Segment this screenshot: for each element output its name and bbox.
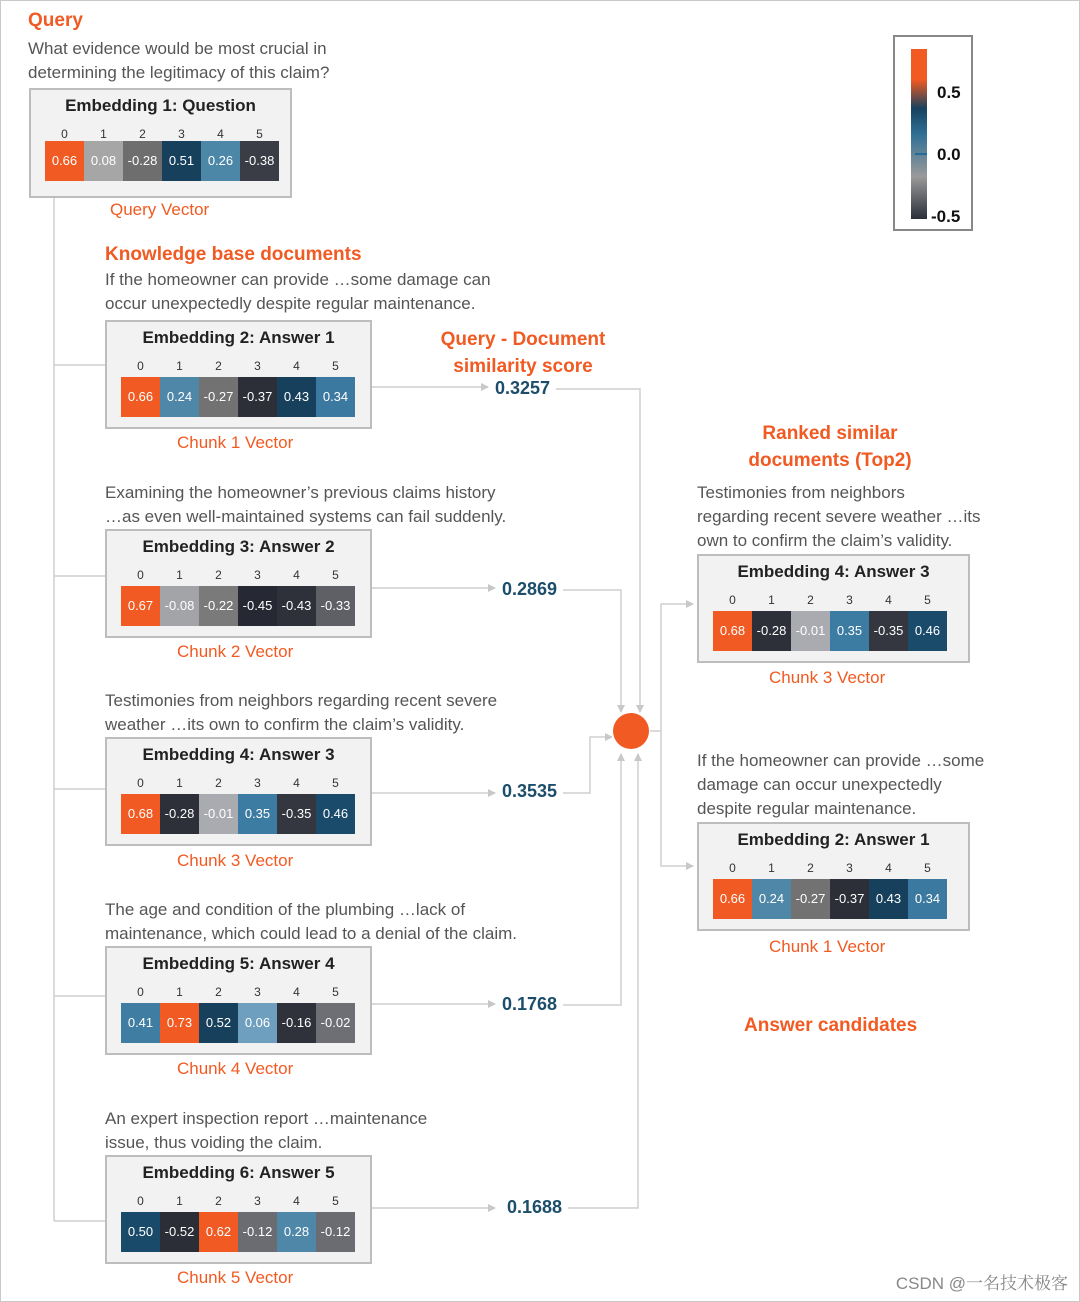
ranked-document-text-line: own to confirm the claim’s validity. bbox=[697, 531, 953, 550]
embedding-value-cell: 0.67 bbox=[121, 586, 160, 626]
dimension-index: 4 bbox=[293, 985, 300, 999]
dimension-index: 2 bbox=[215, 776, 222, 790]
dimension-index: 0 bbox=[137, 359, 144, 373]
link-score4-merge bbox=[563, 754, 621, 1005]
embedding-value-cell: -0.01 bbox=[791, 611, 830, 651]
link-score5-merge bbox=[568, 754, 638, 1208]
embedding-value-cell: 0.24 bbox=[160, 377, 199, 417]
embedding-value-cell: 0.43 bbox=[869, 879, 908, 919]
link-score2-merge bbox=[563, 590, 621, 712]
dimension-index: 5 bbox=[332, 359, 339, 373]
dimension-index: 1 bbox=[176, 1194, 183, 1208]
kb-embedding-5-title: Embedding 6: Answer 5 bbox=[142, 1163, 335, 1182]
dimension-index: 0 bbox=[137, 1194, 144, 1208]
embedding-value-cell: -0.12 bbox=[238, 1212, 277, 1252]
embedding-value-cell: 0.62 bbox=[199, 1212, 238, 1252]
dimension-index: 3 bbox=[254, 776, 261, 790]
kb-document-text-line: The age and condition of the plumbing …lack of bbox=[105, 900, 466, 919]
dimension-index: 1 bbox=[176, 776, 183, 790]
dimension-index: 3 bbox=[178, 127, 185, 141]
dimension-index: 0 bbox=[61, 127, 68, 141]
dimension-index: 4 bbox=[217, 127, 224, 141]
embedding-value-cell: 0.66 bbox=[45, 141, 84, 181]
kb-embedding-4-title: Embedding 5: Answer 4 bbox=[142, 954, 335, 973]
embedding-value-cell: 0.35 bbox=[238, 794, 277, 834]
embedding-value-cell: 0.68 bbox=[713, 611, 752, 651]
dimension-index: 5 bbox=[332, 568, 339, 582]
color-scale-bar bbox=[911, 49, 927, 219]
legend-label-mid: 0.0 bbox=[937, 145, 961, 164]
dimension-index: 5 bbox=[924, 593, 931, 607]
kb-document-text-line: issue, thus voiding the claim. bbox=[105, 1133, 323, 1152]
similarity-score: 0.3257 bbox=[495, 378, 551, 398]
embedding-value-cell: -0.33 bbox=[316, 586, 355, 626]
link-score3-merge bbox=[563, 737, 612, 793]
similarity-score: 0.1688 bbox=[507, 1197, 563, 1217]
dimension-index: 1 bbox=[100, 127, 107, 141]
ranked-heading: Ranked similar documents (Top2) bbox=[748, 423, 912, 471]
dimension-index: 1 bbox=[176, 568, 183, 582]
dimension-index: 5 bbox=[332, 1194, 339, 1208]
ranked-embedding-1-box bbox=[697, 554, 970, 663]
embedding-value-cell: -0.37 bbox=[238, 377, 277, 417]
embedding-value-cell: -0.28 bbox=[752, 611, 791, 651]
embedding-value-cell: 0.51 bbox=[162, 141, 201, 181]
embedding-value-cell: 0.46 bbox=[908, 611, 947, 651]
dimension-index: 1 bbox=[176, 359, 183, 373]
kb-document-text-line: …as even well-maintained systems can fail suddenly. bbox=[105, 507, 507, 526]
legend-zero-tick bbox=[915, 153, 927, 155]
watermark: CSDN @一名技术极客 bbox=[895, 1274, 1068, 1293]
kb-document-text bbox=[105, 268, 565, 316]
embedding-value-cell: -0.35 bbox=[277, 794, 316, 834]
dimension-index: 4 bbox=[293, 776, 300, 790]
dimension-index: 0 bbox=[137, 568, 144, 582]
kb-embedding-4-box bbox=[105, 946, 372, 1055]
kb-embedding-2-box bbox=[105, 529, 372, 638]
dimension-index: 5 bbox=[924, 861, 931, 875]
link-merge-ranked bbox=[650, 604, 693, 731]
dimension-index: 4 bbox=[293, 1194, 300, 1208]
embedding-value-cell: 0.24 bbox=[752, 879, 791, 919]
embedding-value-cell: -0.01 bbox=[199, 794, 238, 834]
kb-embedding-1-box bbox=[105, 320, 372, 429]
dimension-index: 2 bbox=[807, 861, 814, 875]
ranked-embedding-2-title: Embedding 2: Answer 1 bbox=[737, 830, 930, 849]
chunk-vector-label: Chunk 2 Vector bbox=[177, 642, 294, 661]
kb-document-text bbox=[105, 481, 565, 529]
embedding-value-cell: -0.52 bbox=[160, 1212, 199, 1252]
embedding-value-cell: -0.27 bbox=[791, 879, 830, 919]
ranked-document-text-line: Testimonies from neighbors bbox=[697, 483, 905, 502]
dimension-index: 0 bbox=[137, 985, 144, 999]
kb-embedding-5-box bbox=[105, 1155, 372, 1264]
kb-document-text bbox=[105, 1107, 565, 1155]
dimension-index: 5 bbox=[332, 776, 339, 790]
knowledge-base-heading: Knowledge base documents bbox=[105, 244, 362, 265]
kb-embedding-3-title: Embedding 4: Answer 3 bbox=[142, 745, 335, 764]
embedding-value-cell: -0.35 bbox=[869, 611, 908, 651]
embedding-value-cell: 0.34 bbox=[316, 377, 355, 417]
merge-node bbox=[613, 713, 649, 749]
legend-label-high: 0.5 bbox=[937, 83, 961, 102]
kb-embedding-3-box bbox=[105, 737, 372, 846]
dimension-index: 3 bbox=[846, 593, 853, 607]
kb-document-text bbox=[105, 689, 565, 737]
kb-document-text-line: maintenance, which could lead to a denial of the claim. bbox=[105, 924, 518, 943]
dimension-index: 5 bbox=[256, 127, 263, 141]
link-merge-ranked-2 bbox=[661, 731, 693, 866]
similarity-score: 0.3535 bbox=[502, 781, 558, 801]
color-scale-legend bbox=[893, 35, 973, 231]
kb-embedding-2-title: Embedding 3: Answer 2 bbox=[142, 537, 335, 556]
dimension-index: 5 bbox=[332, 985, 339, 999]
dimension-index: 2 bbox=[139, 127, 146, 141]
query-vector-label: Query Vector bbox=[110, 200, 210, 219]
ranked-document-text bbox=[697, 481, 1007, 553]
chunk-vector-label: Chunk 3 Vector bbox=[769, 668, 886, 687]
ranked-document-text-line: despite regular maintenance. bbox=[697, 799, 917, 818]
embedding-value-cell: 0.73 bbox=[160, 1003, 199, 1043]
embedding-value-cell: -0.37 bbox=[830, 879, 869, 919]
dimension-index: 4 bbox=[885, 861, 892, 875]
legend-label-low: -0.5 bbox=[931, 207, 961, 226]
chunk-vector-label: Chunk 1 Vector bbox=[769, 937, 886, 956]
query-text: What evidence would be most crucial in determining the legitimacy of this claim? bbox=[28, 39, 330, 82]
similarity-score: 0.2869 bbox=[502, 579, 558, 599]
dimension-index: 0 bbox=[729, 861, 736, 875]
dimension-index: 2 bbox=[215, 359, 222, 373]
dimension-index: 2 bbox=[807, 593, 814, 607]
ranked-document-text-line: If the homeowner can provide …some bbox=[697, 751, 985, 770]
query-embedding-box bbox=[29, 88, 292, 198]
embedding-value-cell: 0.68 bbox=[121, 794, 160, 834]
chunk-vector-label: Chunk 3 Vector bbox=[177, 851, 294, 870]
dimension-index: 1 bbox=[768, 593, 775, 607]
dimension-index: 3 bbox=[254, 359, 261, 373]
chunk-vector-label: Chunk 5 Vector bbox=[177, 1268, 294, 1287]
query-embedding-title: Embedding 1: Question bbox=[65, 96, 256, 115]
kb-document-text-line: An expert inspection report …maintenance bbox=[105, 1109, 428, 1128]
ranked-embedding-2-box bbox=[697, 822, 970, 931]
embedding-value-cell: -0.16 bbox=[277, 1003, 316, 1043]
kb-document-text-line: Testimonies from neighbors regarding recent severe bbox=[105, 691, 498, 710]
dimension-index: 2 bbox=[215, 985, 222, 999]
embedding-value-cell: 0.66 bbox=[121, 377, 160, 417]
query-heading: Query bbox=[28, 10, 83, 31]
chunk-vector-label: Chunk 1 Vector bbox=[177, 433, 294, 452]
answer-candidates-label: Answer candidates bbox=[744, 1015, 918, 1036]
embedding-value-cell: 0.41 bbox=[121, 1003, 160, 1043]
dimension-index: 4 bbox=[293, 359, 300, 373]
dimension-index: 0 bbox=[137, 776, 144, 790]
embedding-value-cell: 0.50 bbox=[121, 1212, 160, 1252]
embedding-value-cell: -0.02 bbox=[316, 1003, 355, 1043]
dimension-index: 3 bbox=[254, 985, 261, 999]
ranked-document-text-line: regarding recent severe weather …its bbox=[697, 507, 981, 526]
ranked-document-text bbox=[697, 749, 1007, 821]
kb-document-text-line: If the homeowner can provide …some damage can bbox=[105, 270, 491, 289]
dimension-index: 3 bbox=[254, 568, 261, 582]
similarity-score: 0.1768 bbox=[502, 994, 558, 1014]
dimension-index: 3 bbox=[254, 1194, 261, 1208]
link-score1-merge bbox=[556, 389, 640, 712]
dimension-index: 3 bbox=[846, 861, 853, 875]
embedding-value-cell: -0.45 bbox=[238, 586, 277, 626]
similarity-heading: Query - Document similarity score bbox=[440, 329, 606, 377]
embedding-value-cell: 0.28 bbox=[277, 1212, 316, 1252]
embedding-value-cell: -0.08 bbox=[160, 586, 199, 626]
embedding-value-cell: 0.43 bbox=[277, 377, 316, 417]
embedding-value-cell: -0.43 bbox=[277, 586, 316, 626]
kb-document-text-line: occur unexpectedly despite regular maintenance. bbox=[105, 294, 476, 313]
embedding-value-cell: -0.28 bbox=[160, 794, 199, 834]
ranked-document-text-line: damage can occur unexpectedly bbox=[697, 775, 942, 794]
embedding-value-cell: 0.08 bbox=[84, 141, 123, 181]
dimension-index: 1 bbox=[768, 861, 775, 875]
dimension-index: 4 bbox=[293, 568, 300, 582]
dimension-index: 2 bbox=[215, 568, 222, 582]
ranked-embedding-1-title: Embedding 4: Answer 3 bbox=[737, 562, 930, 581]
embedding-value-cell: 0.66 bbox=[713, 879, 752, 919]
embedding-value-cell: -0.28 bbox=[123, 141, 162, 181]
embedding-value-cell: 0.26 bbox=[201, 141, 240, 181]
embedding-value-cell: -0.38 bbox=[240, 141, 279, 181]
kb-embedding-1-title: Embedding 2: Answer 1 bbox=[142, 328, 335, 347]
kb-document-text-line: Examining the homeowner’s previous claims history bbox=[105, 483, 496, 502]
embedding-value-cell: -0.12 bbox=[316, 1212, 355, 1252]
embedding-value-cell: 0.34 bbox=[908, 879, 947, 919]
dimension-index: 4 bbox=[885, 593, 892, 607]
kb-document-text-line: weather …its own to confirm the claim’s validity. bbox=[105, 715, 465, 734]
embedding-value-cell: -0.22 bbox=[199, 586, 238, 626]
embedding-value-cell: 0.46 bbox=[316, 794, 355, 834]
embedding-value-cell: -0.27 bbox=[199, 377, 238, 417]
embedding-value-cell: 0.35 bbox=[830, 611, 869, 651]
kb-document-text bbox=[105, 898, 565, 946]
dimension-index: 1 bbox=[176, 985, 183, 999]
embedding-value-cell: 0.06 bbox=[238, 1003, 277, 1043]
chunk-vector-label: Chunk 4 Vector bbox=[177, 1059, 294, 1078]
dimension-index: 2 bbox=[215, 1194, 222, 1208]
embedding-value-cell: 0.52 bbox=[199, 1003, 238, 1043]
dimension-index: 0 bbox=[729, 593, 736, 607]
